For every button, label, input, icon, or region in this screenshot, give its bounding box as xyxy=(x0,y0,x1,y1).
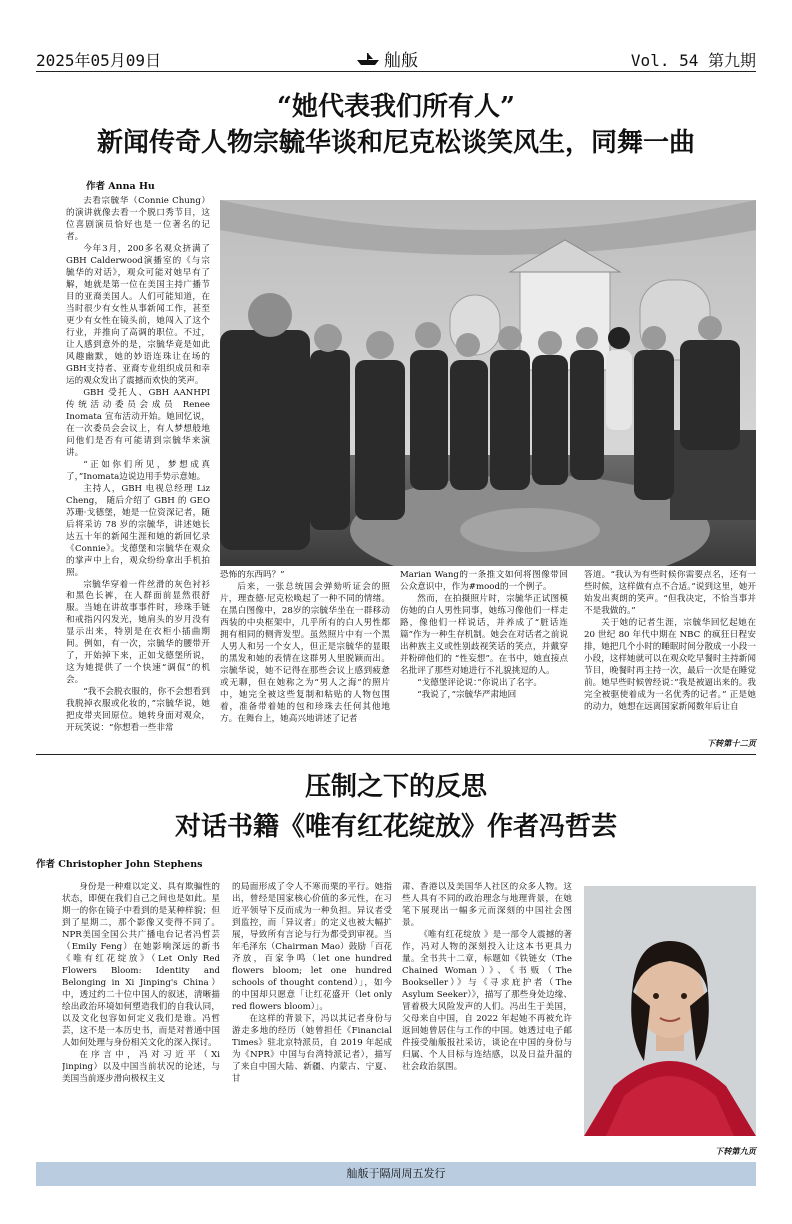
paragraph: “我说了，”宗毓华严肃地回 xyxy=(417,689,517,700)
issue-volume: Vol. 54 第九期 xyxy=(630,51,756,70)
paragraph: “正如你们所见，梦想成真了，”Inomata边说边用手势示意她。 xyxy=(66,459,210,482)
article2-headline-line2: 对话书籍《唯有红花绽放》作者冯哲芸 xyxy=(174,812,617,842)
article1-column-1 xyxy=(66,196,210,748)
article2-byline: 作者 Christopher John Stephens xyxy=(36,859,203,870)
paragraph: 身份是一种难以定义、具有欺骗性的状态，即便在我们自己之间也是如此。星期一的你在镜子中看到的是某种样貌；但到了星期二，那个影像又变得不同了。NPR美国全国公共广播电台记者冯哲芸（Emily Feng）在她影响深远的新书《唯有红花绽放》（Let Only Red Flowers Bloom: Identity and Belonging in Xi Jinping's China）中，透过约二十位中国人的叙述，清晰描绘出政治环境如何塑造我们的自我认同，以及文化包容如何定义我们是谁。冯哲芸，这不是一本历史书，而是对普通中国人如何处理与身份相关文化的深入探讨。 xyxy=(62,882,220,1048)
paragraph: 今年3月，200多名观众挤满了GBH Calderwood演播室的《与宗毓华的对话》，观众可能对她早有了解，她就是第一位在美国主持广播节目的亚裔美国人。人们可能知道，在当时很少有女性从事新闻工作，甚至更少有女性在镜头前，她闯入了这个行业，并推向了高调的职位。不过，让人感到意外的是，宗毓华竟是如此风趣幽默，她的妙语连珠让在场的GBH支持者、亚裔专业组织成员和幸运的观众发出了震撼而欢快的笑声。 xyxy=(66,243,210,386)
paragraph: 在这样的背景下，冯以其记者身份与游走多地的经历（她曾担任《Financial Times》驻北京特派员，自 2019 年起成为《NPR》中国与台湾特派记者），描写了来自中国大陆、新疆、内蒙古、宁夏、甘 xyxy=(232,1013,392,1084)
newspaper-name xyxy=(356,46,418,71)
article1-column-2 xyxy=(220,570,390,750)
article2-column-3 xyxy=(402,882,572,1156)
newspaper-title: 舢舨 xyxy=(384,51,418,71)
paragraph: 的局面形成了令人不寒而栗的平行。她指出，曾经是国家核心价值的多元性，在习近平领导下反而成为一种负担。异议者受到监控，而「异议者」的定义也被大幅扩展，导致所有言论与行为都受到审视。当年毛泽东（Chairman Mao）鼓励「百花齐放，百家争鸣（let one hundred flowers bloom; let one hundred schools of thought contend）」，如今的中国却只愿意「让红花盛开（let only red flowers bloom）」。 xyxy=(232,882,392,1012)
paragraph: 在序言中，冯对习近平（Xi Jinping）以及中国当前状况的论述，与美国当前逐步滑向极权主义 xyxy=(62,1049,220,1084)
article1-continued-note: 下转第十二页 xyxy=(706,738,756,748)
article1-column-3 xyxy=(400,570,568,750)
paragraph: 去看宗毓华（Connie Chung）的演讲就像去看一个脱口秀节目，这位喜剧演员恰好也是一位著名的记者。 xyxy=(66,196,210,242)
article1-photo xyxy=(220,200,756,566)
paragraph: 《唯有红花绽放 》是一部令人震撼的著作，冯对人物的深刻投入让这本书更具力量。全书共十二章，标题如《铁链女（The Chained Woman）》、《书贩（The Bookseller）》与《寻求庇护者（The Asylum Seeker）》，描写了那些身处边缘、冒着极大风险发声的人们。冯出生于美国，父母来自中国，自 2022 年起她不再被允许返回她曾居住与工作的中国。她透过电子邮件接受舢舨报社采访，谈论在中国的身份与归属、个人目标与连结感，以及日益升温的社会政治氛围。 xyxy=(402,929,572,1072)
masthead-rule xyxy=(36,71,756,72)
paragraph: “我不会脱衣服的，你不会想看到我脱掉衣服或化妆的，”宗毓华说，她把皮带夹回原位。她转身面对观众，开玩笑说：“你想看一些非常 xyxy=(66,687,210,734)
paragraph: 宗毓华穿着一件丝滑的灰色衬衫和黑色长裤，在人群面前显然很舒服。当她在讲故事事件时，珍珠手链和戒指闪闪发光，她肩头的岁月没有显示出来，特别是在衣柜小插曲期间。例如，有一次，宗毓华的腰带开了，开始掉下来，正如戈德堡所说，这为她提供了一个快速“调侃”的机会。 xyxy=(66,579,210,686)
article2-column-1 xyxy=(62,882,220,1156)
paragraph: 关于她的记者生涯，宗毓华回忆起她在 20 世纪 80 年代中期在 NBC 的疯狂日程安排，她把几个小时的睡眠时间分散成一小段一小段，这样她就可以在观众吃早餐时主持新闻节目，晚餐时再主持一次，最后一次是在睡觉前。她早些时候曾经说：”我是被逼出来的。我完全被驱使着成为一名优秀的记者。” 正是她的动力，她想在远离国家新闻数年后让自 xyxy=(584,617,756,712)
article2-headline-line1: 压制之下的反思 xyxy=(304,772,487,802)
article1-headline-line2: 新闻传奇人物宗毓华谈和尼克松谈笑风生，同舞一曲 xyxy=(96,128,695,158)
article2-continued-note: 下转第九页 xyxy=(715,1146,756,1156)
paragraph: 答道。“我认为有些时候你需要点名，还有一些时候，这样做有点不合适。”说到这里，她开始发出爽朗的笑声。“但我决定，不恰当事并不是我做的。” xyxy=(584,570,756,616)
paragraph: 然而，在拍摄照片时，宗毓华正试图模仿她的白人男性同事，她练习像他们一样走路，像他们一样说话，并养成了“脏话连篇”作为一种生存机制。她会在对话者之前说出种族主义或性别歧视笑话的笑点，并戴穿并粉碎他们的 “性妄想”。在书中，她直接点名批评了那些对她进行不礼貌挑逗的人。 xyxy=(400,593,568,676)
boat-icon xyxy=(356,52,380,66)
author-portrait-photo xyxy=(584,886,756,1136)
paragraph: GBH 受托人、GBH AANHPI 传统活动委员会成员 Renee Inomata 宣布活动开始。她回忆说，在一次委员会会议上，有人梦想般地问他们是否有可能请到宗毓华来演讲。 xyxy=(66,387,210,458)
article2-photo xyxy=(584,886,756,1136)
paragraph: 后来，一张总统国会弹劾听证会的照片，理查德·尼克松唤起了一种不同的情绪。在黑白图像中，28岁的宗毓华坐在一群移动西装的中央框架中，几乎所有的白人男性都拥有相同的侧背发型。虽然照片中有一个黑人男人和另一个女人，但正是宗毓华的显眼的黑发和她的表情在这群男人里脱颖而出。宗毓华说，她不记得在那些会议上感到疲惫或无聊，但在她称之为“男人之海”的照片中，她完全被这些复制和粘贴的人物包围着，准备带着她的包和珍珠去任何其他地方。在舞台上，她高兴地讲述了记者 xyxy=(220,581,390,724)
footer-banner: 舢舨于隔周周五发行 xyxy=(36,1162,756,1186)
paragraph: 肃、香港以及美国华人社区的众多人物。这些人具有不同的政治理念与地理背景，在她笔下展现出一幅多元而深刻的中国社会图景。 xyxy=(402,882,572,928)
paragraph: 主持人，GBH 电视总经理 Liz Cheng， 随后介绍了 GBH 的 GEO 苏珊·戈德堡，她是一位资深记者，随后将采访 78 岁的宗毓华，讲述她长达五十年的新闻生涯和她的新回忆录《Connie》。戈德堡和宗毓华在观众的掌声中上台，观众纷纷拿出手机拍照。 xyxy=(66,483,210,578)
paragraph: 恐怖的东西吗？” xyxy=(220,570,285,580)
paragraph: Marian Wang的一条推文如何将图像带回公众意识中，作为#mood的一个例子。 xyxy=(400,570,568,592)
article1-byline: 作者 Anna Hu xyxy=(86,181,155,192)
paragraph: “戈德堡评论说：”你说出了名字。 xyxy=(417,677,542,688)
article1-headline-line1: “她代表我们所有人” xyxy=(277,92,515,122)
section-divider xyxy=(36,754,756,755)
issue-date: 2025年05月09日 xyxy=(36,51,162,70)
article2-column-2 xyxy=(232,882,392,1156)
oval-office-photo xyxy=(220,200,756,566)
article1-column-4 xyxy=(584,570,756,736)
